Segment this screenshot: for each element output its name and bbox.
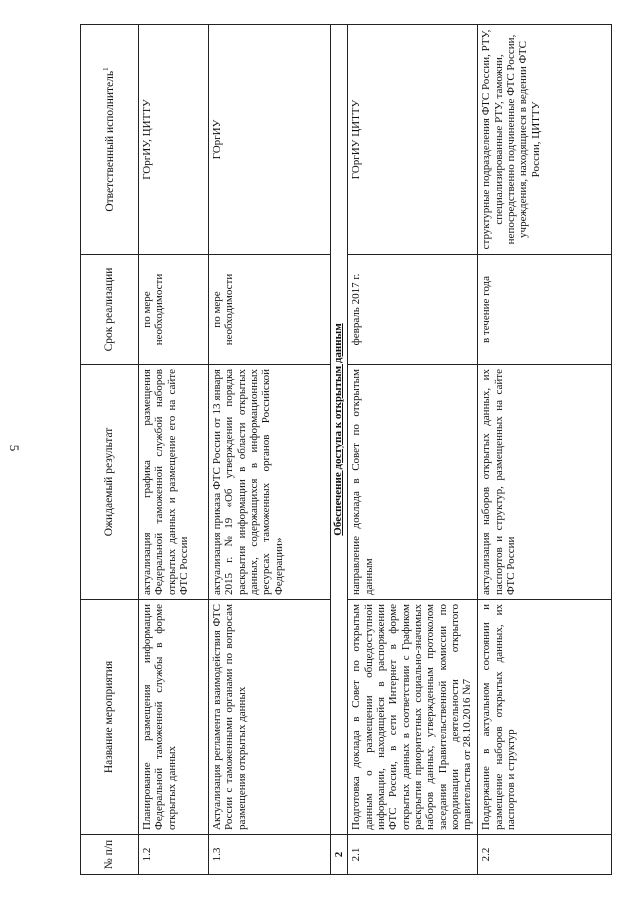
section-title: Обеспечение доступа к открытым данным (331, 25, 348, 835)
table-row (348, 25, 478, 875)
row-result: актуализация наборов открытых данных, их паспортов и структур, размещенных на сайте ФТС России (478, 365, 612, 600)
header-responsible (81, 25, 139, 255)
header-num: № п/п (81, 835, 139, 875)
row-name: Поддержание в актуальном состоянии и размещение наборов открытых данных, их паспортов и структур (478, 600, 612, 835)
rotated-page (80, 25, 610, 875)
row-term: по мере необходимости (139, 255, 209, 365)
row-num: 2.2 (478, 835, 612, 875)
row-result: направление доклада в Совет по открытым данным (348, 365, 478, 600)
row-name: Планирование размещения информации Федеральной таможенной службы в форме открытых данных (139, 600, 209, 835)
header-term: Срок реализации (81, 255, 139, 365)
row-name: Подготовка доклада в Совет по открытым данным о размещении общедоступной информации, находящейся в распоряжении ФТС России, в сети Интернет в форме открытых данных в соответствии с Графиком раскрытия приоритетных социально-значимых наборов данных, утвержденным протоколом заседания Правительственной комиссии по координации деятельности открытого правительства от 28.10.2016 №7 (348, 600, 478, 835)
row-responsible: ГОргИУ, ЦИТТУ (139, 25, 209, 255)
row-term: по мере необходимости (209, 255, 331, 365)
header-responsible-text: Ответственный исполнитель (103, 70, 116, 212)
row-num: 1.2 (139, 835, 209, 875)
row-responsible: ГОргИУ (209, 25, 331, 255)
row-result: актуализация приказа ФТС России от 13 января 2015 г. №19 «Об утверждении порядка раскрытия информации в области открытых данных, содержащихся в информационных ресурсах таможенных органов Российской Федерации» (209, 365, 331, 600)
header-name: Название мероприятия (81, 600, 139, 835)
section-num: 2 (331, 835, 348, 875)
row-responsible: ГОргИУ ЦИТТУ (348, 25, 478, 255)
table-row (478, 25, 612, 875)
table-header-row (81, 25, 139, 875)
header-result: Ожидаемый результат (81, 365, 139, 600)
footnote-mark: 1 (101, 67, 110, 71)
row-name: Актуализация регламента взаимодействия ФТС России с таможенными органами по вопросам размещения открытых данных (209, 600, 331, 835)
table-row (139, 25, 209, 875)
page-number: 5 (7, 444, 22, 452)
row-num: 1.3 (209, 835, 331, 875)
row-result: актуализация графика размещения Федеральной таможенной службой наборов открытых данных и размещение его на сайте ФТС России (139, 365, 209, 600)
table-container (80, 25, 610, 875)
row-term: в течение года (478, 255, 612, 365)
row-num: 2.1 (348, 835, 478, 875)
plan-table (80, 24, 612, 875)
table-row (209, 25, 331, 875)
row-responsible: структурные подразделения ФТС России, РТУ, специализированные РТУ, таможни, непосредственно подчиненные ФТС России, учреждения, находящиеся в ведении ФТС России, ЦИТТУ (478, 25, 612, 255)
row-term: февраль 2017 г. (348, 255, 478, 365)
section-row (331, 25, 348, 875)
